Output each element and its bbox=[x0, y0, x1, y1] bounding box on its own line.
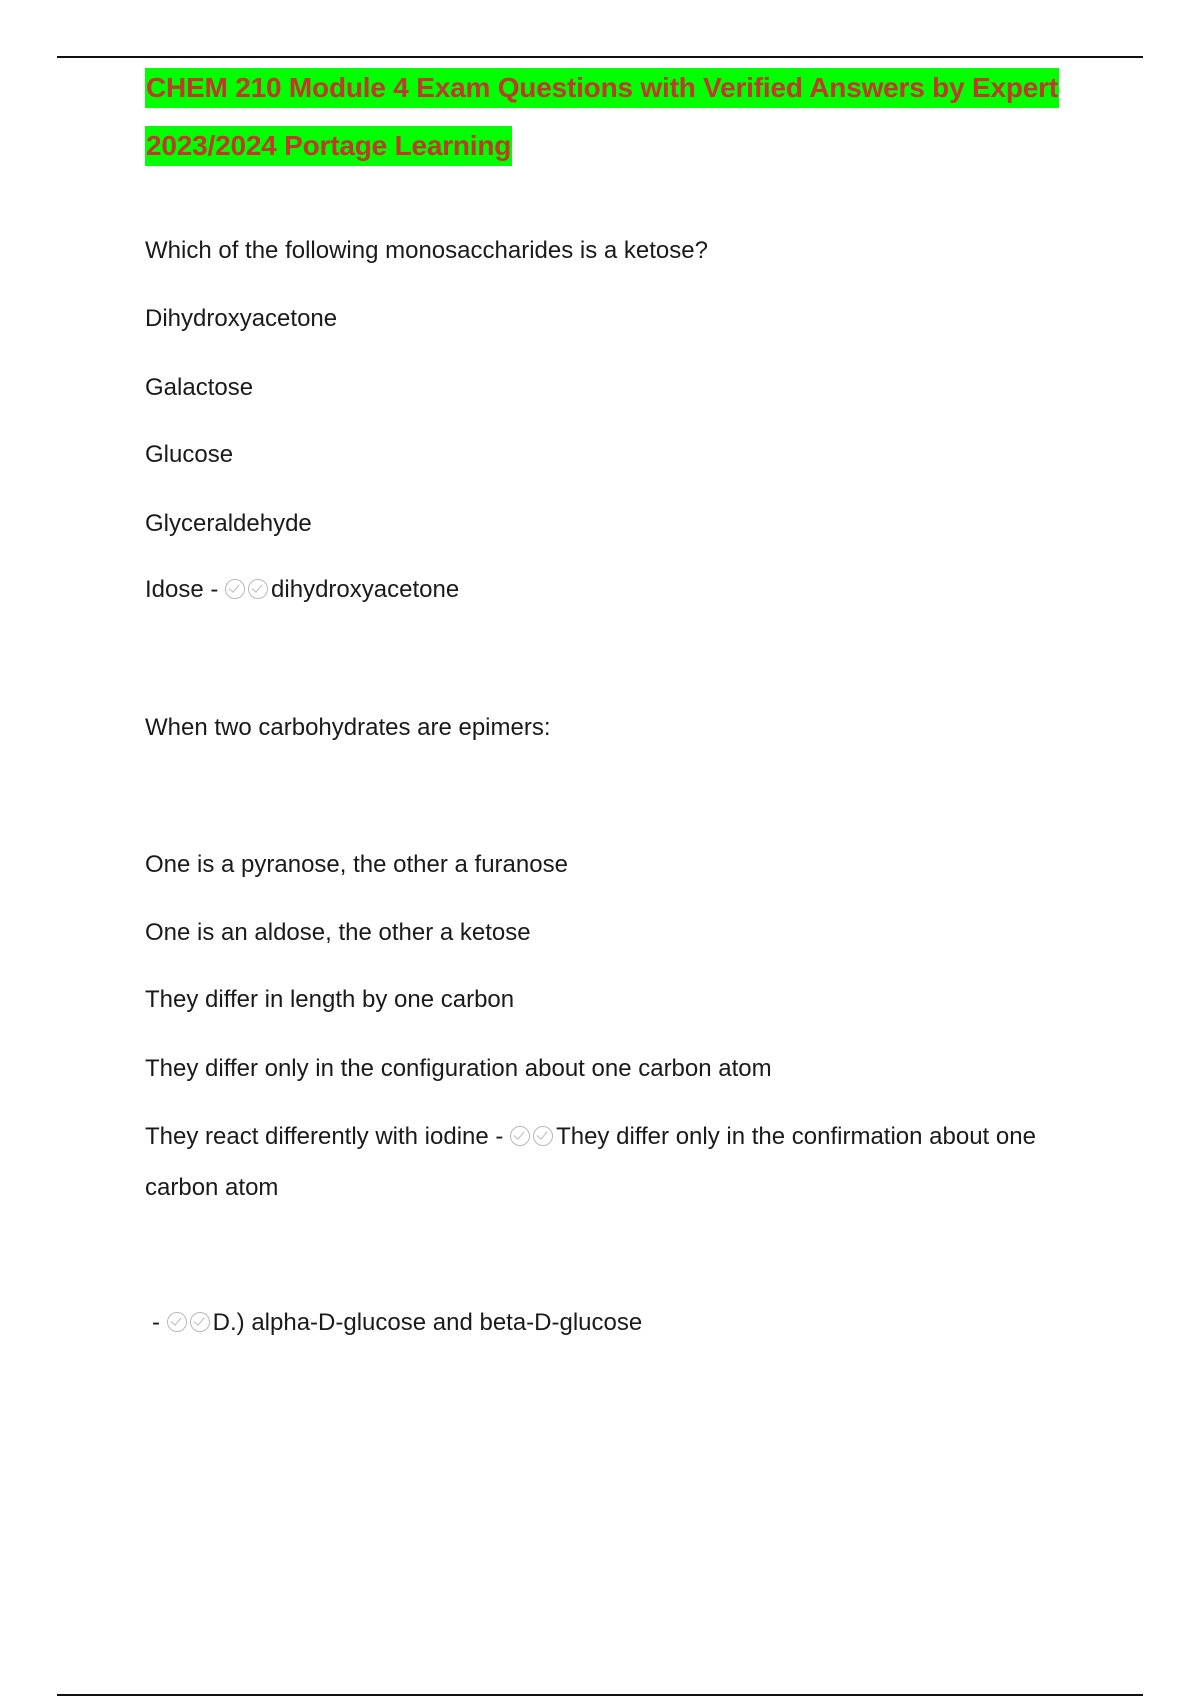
question-2-option-5: They react differently with iodine - bbox=[145, 1123, 504, 1150]
question-2-answer-line bbox=[145, 1111, 1105, 1213]
question-1-answer-line bbox=[145, 573, 459, 607]
question-3-answer-line bbox=[152, 1306, 642, 1340]
footer-rule bbox=[57, 1694, 1143, 1696]
question-3-answer: D.) alpha-D-glucose and beta-D-glucose bbox=[212, 1309, 643, 1336]
check-circle-icon bbox=[510, 1126, 530, 1146]
question-1-answer: dihydroxyacetone bbox=[271, 576, 460, 603]
check-circle-icon bbox=[248, 579, 268, 599]
question-2-option-1: One is a pyranose, the other a furanose bbox=[145, 851, 568, 878]
question-2-option-3: They differ in length by one carbon bbox=[145, 986, 515, 1013]
question-1-option-5: Idose - bbox=[145, 576, 219, 603]
question-1-prompt: Which of the following monosaccharides is a ketose? bbox=[145, 237, 708, 264]
question-2-option-2: One is an aldose, the other a ketose bbox=[145, 919, 531, 946]
question-1-option-1: Dihydroxyacetone bbox=[145, 305, 338, 332]
question-2-prompt: When two carbohydrates are epimers: bbox=[145, 714, 551, 741]
question-2-answer: They differ only in the confirmation about one carbon atom bbox=[145, 1123, 1036, 1201]
document-body bbox=[145, 68, 1105, 1336]
question-3-dash: - bbox=[152, 1309, 160, 1336]
check-circle-icon bbox=[225, 579, 245, 599]
check-circle-icon bbox=[533, 1126, 553, 1146]
question-1-option-3: Glucose bbox=[145, 441, 234, 468]
check-circle-icon bbox=[190, 1312, 210, 1332]
question-2-option-4: They differ only in the configuration about one carbon atom bbox=[145, 1055, 772, 1082]
title-line-1: CHEM 210 Module 4 Exam Questions with Verified Answers by Expert bbox=[145, 68, 1059, 108]
question-1-option-2: Galactose bbox=[145, 374, 254, 401]
question-1-option-4: Glyceraldehyde bbox=[145, 510, 312, 537]
header-rule bbox=[57, 56, 1143, 58]
document-title bbox=[145, 68, 1105, 184]
title-line-2: 2023/2024 Portage Learning bbox=[145, 126, 512, 166]
check-circle-icon bbox=[167, 1312, 187, 1332]
